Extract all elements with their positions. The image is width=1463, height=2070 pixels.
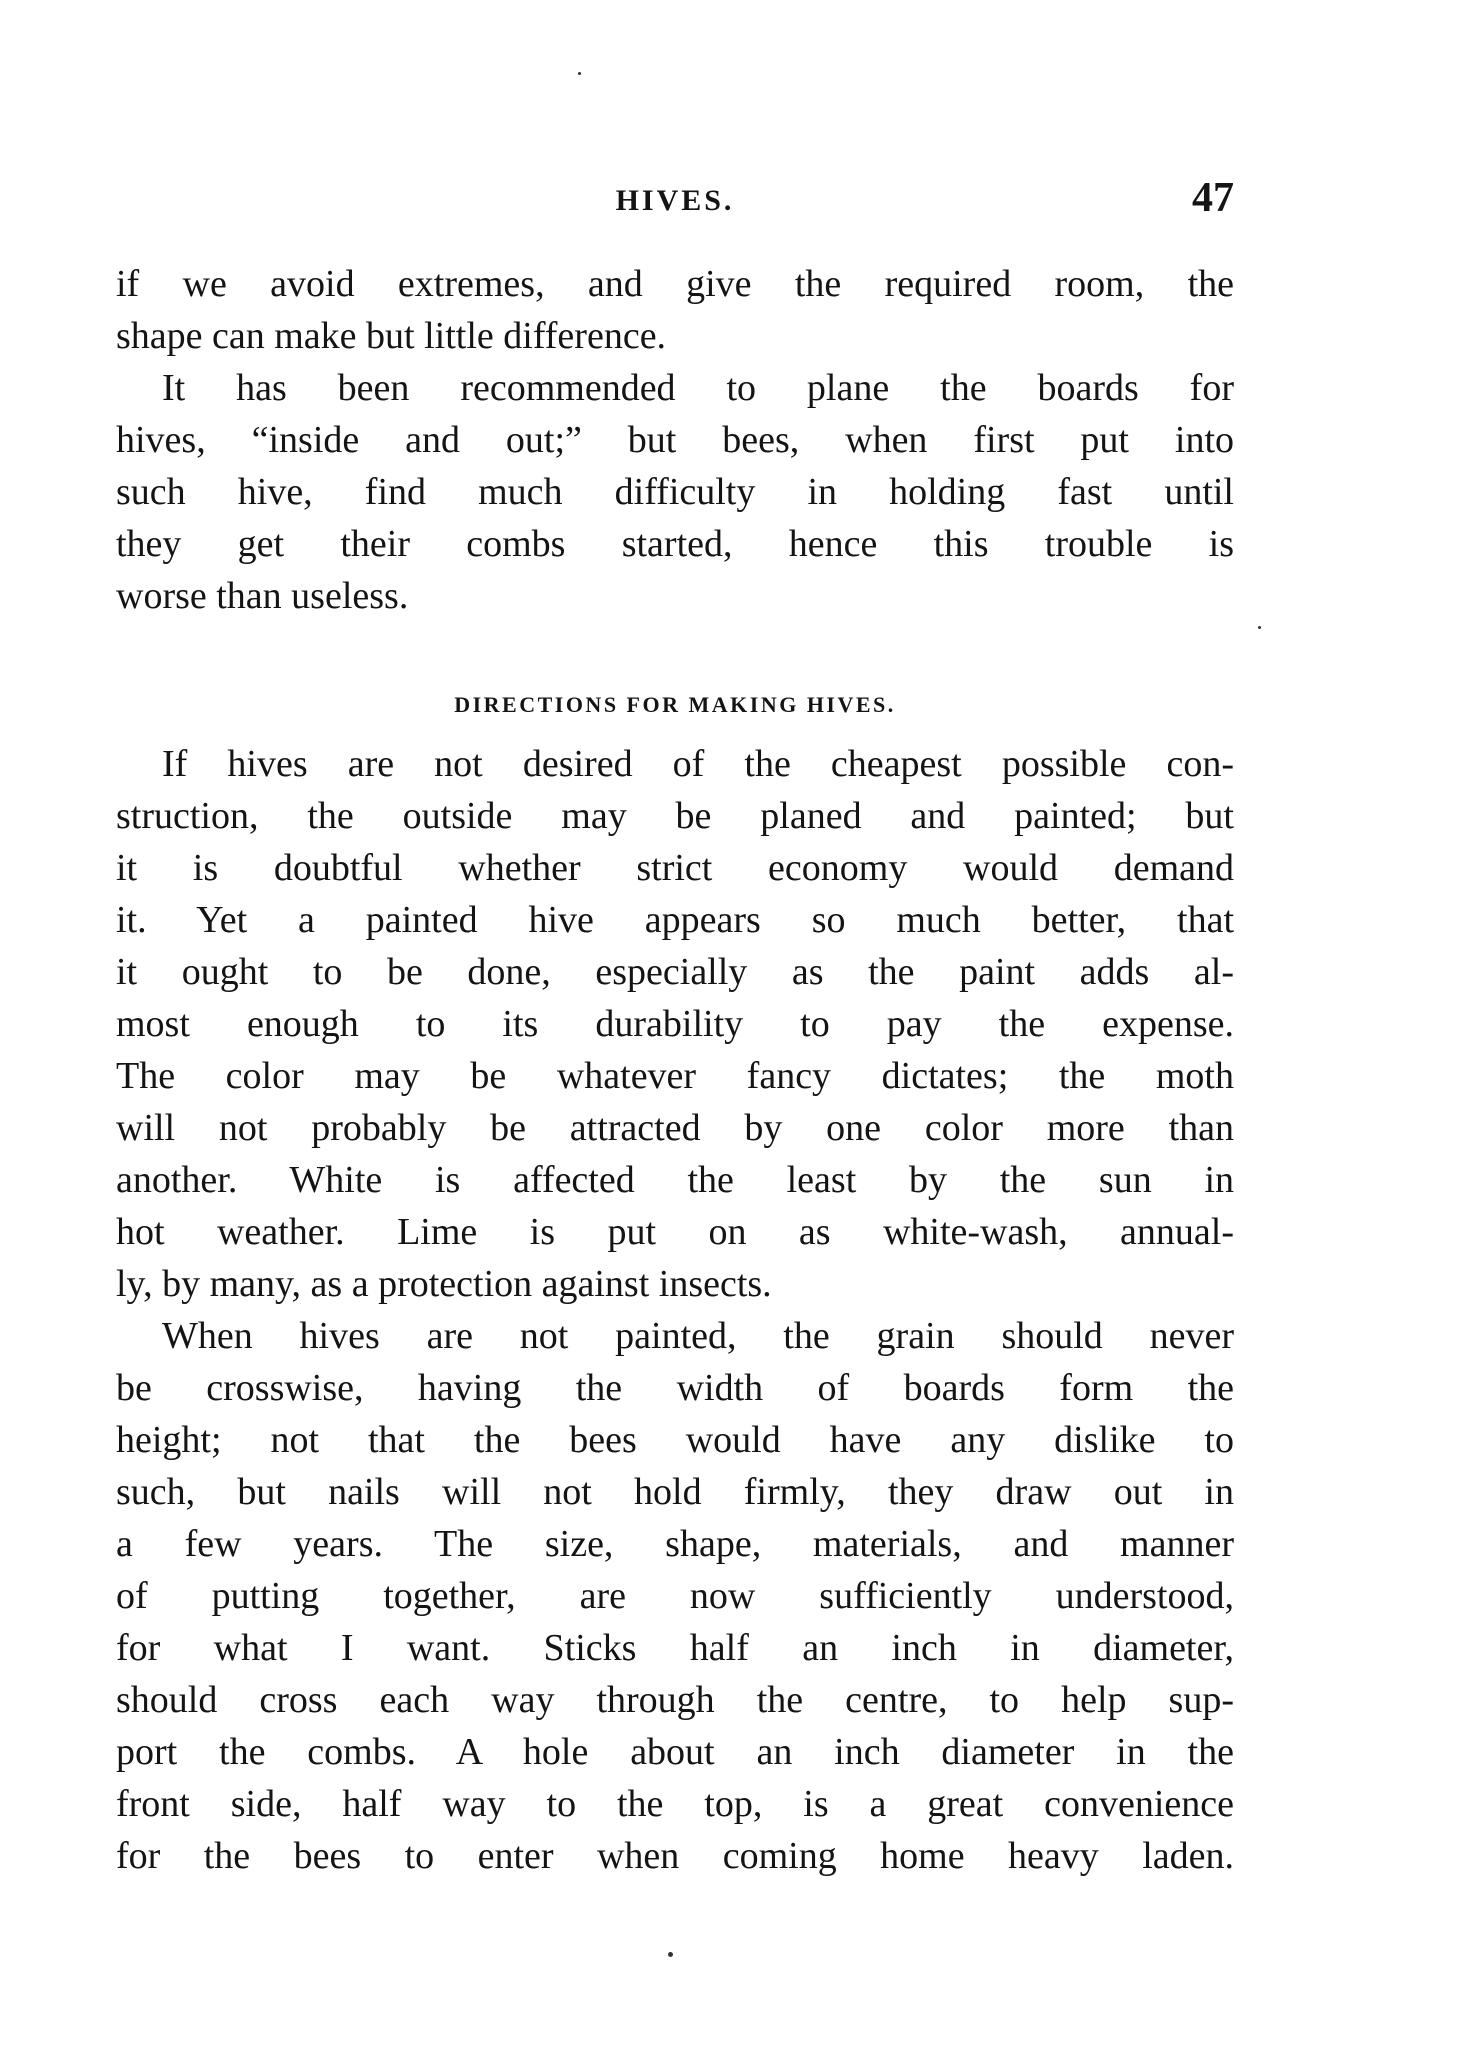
scan-speck bbox=[578, 72, 581, 75]
paragraph-4-line-9: port the combs. A hole about an inch diameter in the bbox=[116, 1731, 1234, 1773]
paragraph-2-line-5: worse than useless. bbox=[116, 575, 409, 617]
paragraph-3-line-6: most enough to its durability to pay the expense. bbox=[116, 1003, 1234, 1045]
paragraph-2-line-1: It has been recommended to plane the boards for bbox=[162, 367, 1234, 409]
section-heading: DIRECTIONS FOR MAKING HIVES. bbox=[454, 692, 896, 717]
paragraph-3-line-9: another. White is affected the least by the sun in bbox=[116, 1159, 1234, 1201]
paragraph-1-line-2: shape can make but little difference. bbox=[116, 315, 667, 357]
paragraph-1-line-1: if we avoid extremes, and give the required room, the bbox=[116, 263, 1234, 305]
paragraph-3-line-10: hot weather. Lime is put on as white-wash, annual- bbox=[116, 1211, 1234, 1253]
paragraph-2-line-4: they get their combs started, hence this trouble is bbox=[116, 523, 1234, 565]
paragraph-3-line-4: it. Yet a painted hive appears so much better, that bbox=[116, 899, 1234, 941]
paragraph-3-line-7: The color may be whatever fancy dictates; the moth bbox=[116, 1055, 1234, 1097]
paragraph-4-line-2: be crosswise, having the width of boards form the bbox=[116, 1367, 1234, 1409]
paragraph-3-line-1: If hives are not desired of the cheapest possible con- bbox=[162, 743, 1234, 785]
paragraph-3-line-8: will not probably be attracted by one color more than bbox=[116, 1107, 1234, 1149]
paragraph-4-line-8: should cross each way through the centre, to help sup- bbox=[116, 1679, 1234, 1721]
paragraph-2-line-2: hives, “inside and out;” but bees, when first put into bbox=[116, 419, 1234, 461]
scan-speck bbox=[1258, 626, 1261, 629]
paragraph-4-line-1: When hives are not painted, the grain should never bbox=[162, 1315, 1234, 1357]
paragraph-3-line-11: ly, by many, as a protection against insects. bbox=[116, 1263, 772, 1305]
paragraph-3-line-2: struction, the outside may be planed and painted; but bbox=[116, 795, 1234, 837]
paragraph-4-line-3: height; not that the bees would have any dislike to bbox=[116, 1419, 1234, 1461]
paragraph-4-line-7: for what I want. Sticks half an inch in diameter, bbox=[116, 1627, 1234, 1669]
running-title: HIVES. bbox=[615, 184, 735, 217]
paragraph-4-line-10: front side, half way to the top, is a great convenience bbox=[116, 1783, 1234, 1825]
paragraph-2-line-3: such hive, find much difficulty in holding fast until bbox=[116, 471, 1234, 513]
paragraph-4-line-6: of putting together, are now sufficiently understood, bbox=[116, 1575, 1234, 1617]
paragraph-3-line-3: it is doubtful whether strict economy would demand bbox=[116, 847, 1234, 889]
paragraph-3-line-5: it ought to be done, especially as the paint adds al- bbox=[116, 951, 1234, 993]
running-head bbox=[116, 175, 1234, 238]
paragraph-4-line-4: such, but nails will not hold firmly, they draw out in bbox=[116, 1471, 1234, 1513]
scan-speck bbox=[668, 1952, 673, 1957]
paragraph-4-line-11: for the bees to enter when coming home heavy laden. bbox=[116, 1835, 1234, 1877]
paragraph-4-line-5: a few years. The size, shape, materials, and manner bbox=[116, 1523, 1234, 1565]
page-number: 47 bbox=[1192, 175, 1234, 221]
